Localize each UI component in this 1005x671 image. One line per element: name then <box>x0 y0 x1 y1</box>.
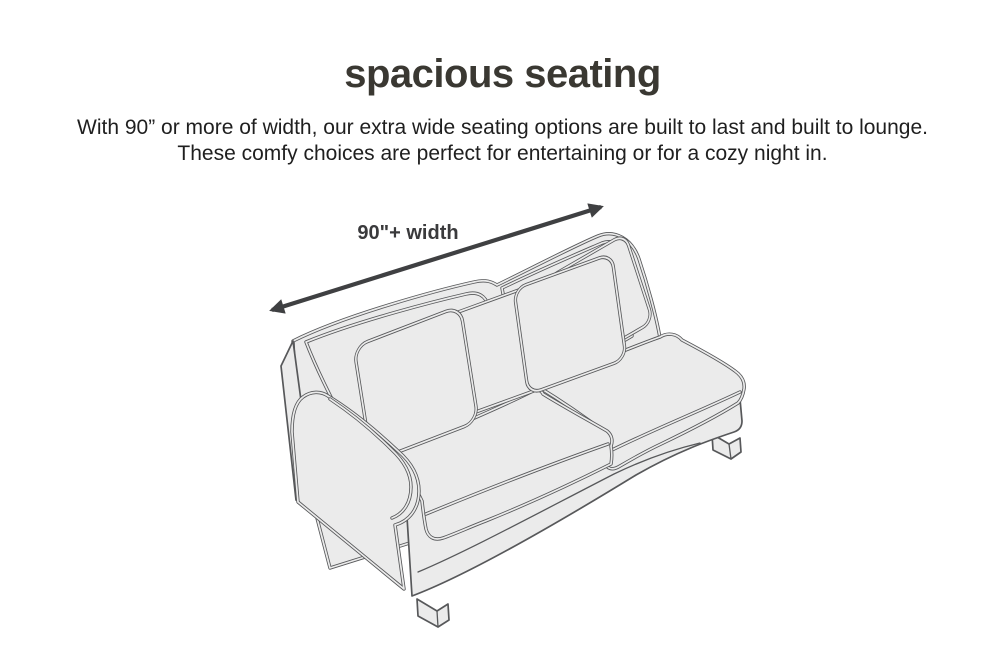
sofa-illustration <box>281 234 744 627</box>
description-line-2: These comfy choices are perfect for entertaining or for a cozy night in. <box>177 142 828 165</box>
sofa-foot-front <box>417 599 449 627</box>
page-title: spacious seating <box>344 52 661 96</box>
dimension-label: 90"+ width <box>357 222 459 244</box>
description-line-1: With 90” or more of width, our extra wide seating options are built to last and built to lounge. <box>77 116 928 139</box>
